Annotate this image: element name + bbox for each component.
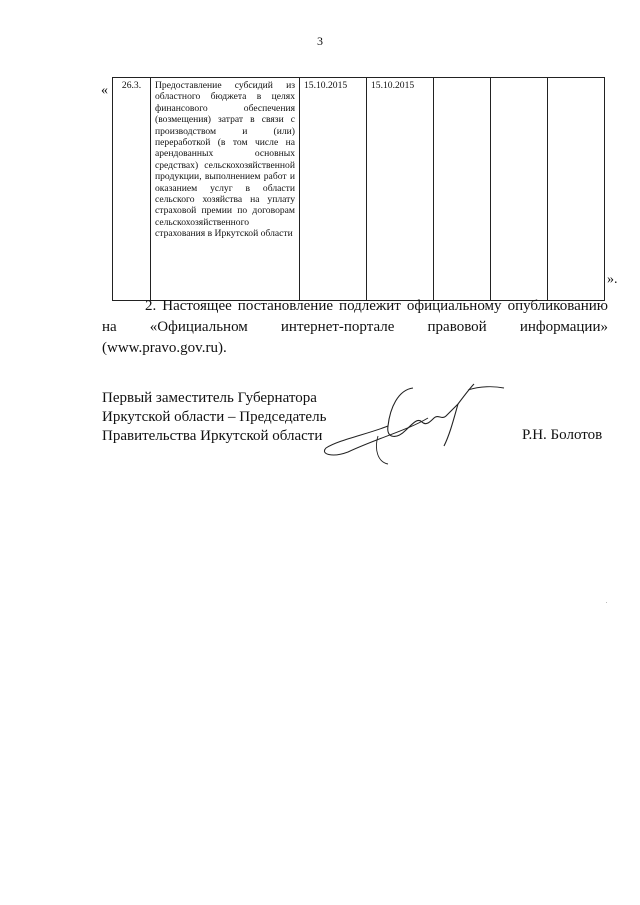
row-number: 26.3.: [113, 78, 151, 301]
empty-cell: [548, 78, 605, 301]
empty-cell: [434, 78, 491, 301]
empty-cell: [491, 78, 548, 301]
signatory-name: Р.Н. Болотов: [522, 427, 603, 443]
signatory-line-2: Иркутской области – Председатель: [102, 409, 327, 425]
paragraph-publication: 2. Настоящее постановление подлежит официальному опубликованию на «Официальном интернет-портале правовой информации» (www.pravo.gov.ru).: [102, 298, 608, 356]
opening-quote: «: [101, 83, 108, 98]
signatory-title: [102, 389, 326, 446]
row-description: Предоставление субсидий из областного бюджета в целях финансового обеспечения (возмещения) затрат в связи с производством и (или) переработкой (в том числе на арендованных основных средствах) сельскохозяйственной продукции, выполнением работ и оказанием услуг в области сельского хозяйства на уплату страховой премии по договорам сельскохозяйственного страхования в Иркутской области: [151, 78, 300, 301]
signatory-line-1: Первый заместитель Губернатора: [102, 390, 317, 406]
schedule-table: [112, 77, 605, 301]
table-row: [113, 78, 605, 301]
row-date-start: 15.10.2015: [300, 78, 367, 301]
handwritten-signature: [318, 378, 518, 468]
scan-speck: [606, 602, 607, 603]
row-date-end: 15.10.2015: [367, 78, 434, 301]
signatory-line-3: Правительства Иркутской области: [102, 428, 323, 444]
closing-quote: ».: [607, 272, 618, 287]
page-number: 3: [317, 34, 323, 48]
